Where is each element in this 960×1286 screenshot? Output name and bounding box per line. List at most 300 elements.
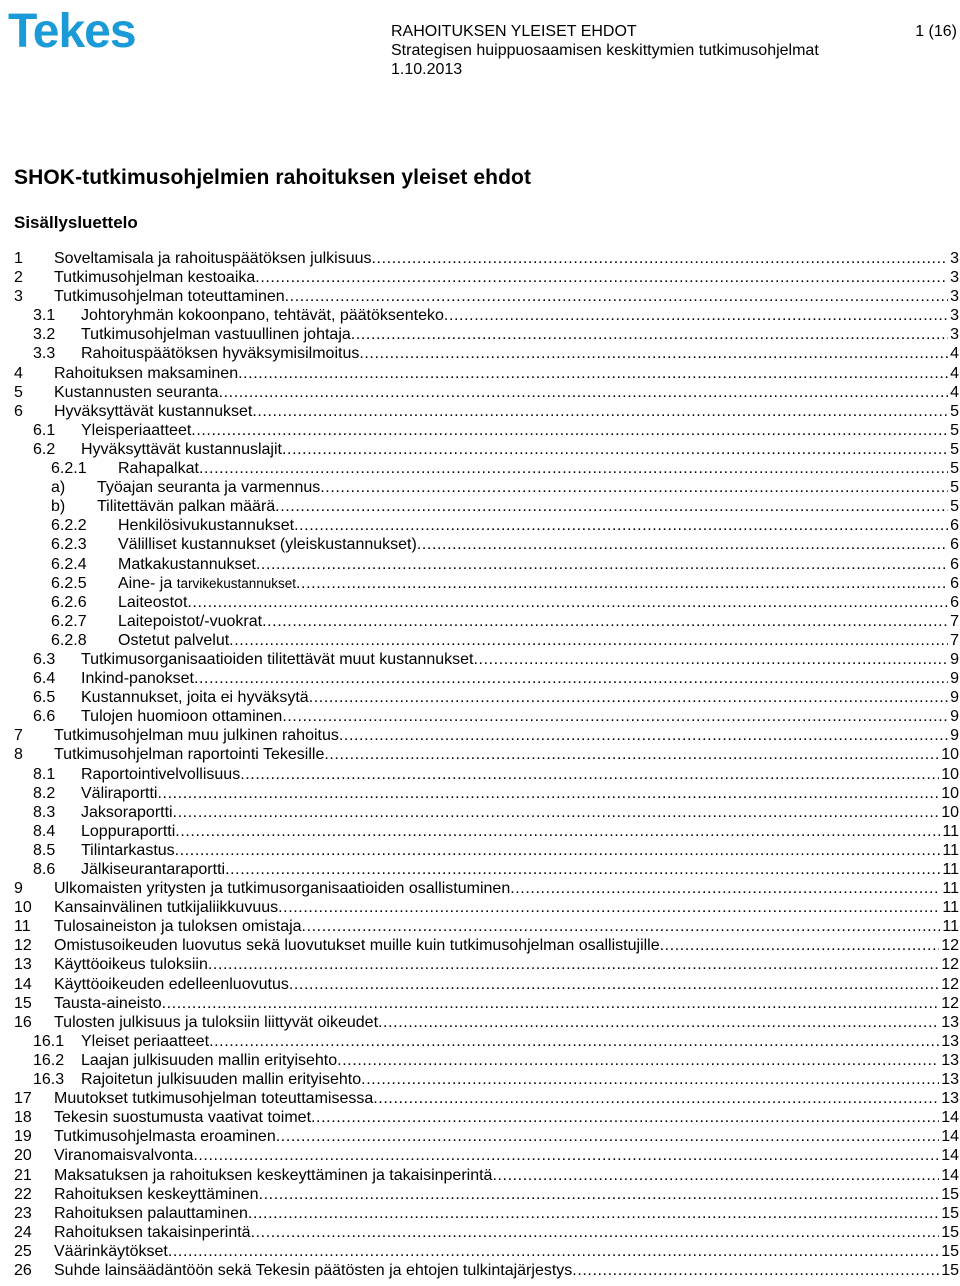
toc-dot-leader — [474, 650, 949, 669]
toc-entry[interactable] — [14, 1108, 959, 1127]
toc-dot-leader — [248, 1204, 939, 1223]
toc-entry-page: 5 — [950, 460, 959, 478]
toc-entry-page: 7 — [950, 631, 959, 649]
toc-entry-number: 6.3 — [33, 650, 56, 668]
toc-entry-title — [54, 917, 302, 936]
toc-entry-page: 6 — [950, 574, 959, 592]
toc-entry-title — [118, 574, 296, 593]
toc-entry-number: 4 — [14, 364, 23, 382]
toc-heading: Sisällysluettelo — [14, 213, 138, 232]
toc-dot-leader — [296, 574, 948, 593]
toc-dot-leader — [175, 841, 941, 860]
toc-entry-number: 10 — [14, 899, 32, 917]
toc-entry-number: 13 — [14, 956, 32, 974]
toc-entry-number: 8 — [14, 746, 23, 764]
toc-entry-title — [54, 402, 252, 421]
toc-entry-title — [54, 1204, 248, 1223]
toc-entry-title-small: tarvikekustannukset — [176, 575, 297, 591]
toc-entry-page: 13 — [941, 1090, 959, 1108]
toc-entry[interactable] — [14, 879, 959, 898]
toc-entry-page: 11 — [942, 861, 959, 878]
document-title: SHOK-tutkimusohjelmien rahoituksen yleiset ehdot — [14, 166, 532, 189]
toc-dot-leader — [240, 765, 939, 784]
toc-entry-title — [97, 497, 275, 516]
toc-entry[interactable] — [14, 1051, 959, 1070]
toc-entry-title-text: Jälkiseurantaraportti — [81, 861, 226, 878]
toc-dot-leader — [510, 879, 940, 898]
toc-entry-title-text: Hyväksyttävät kustannuslajit — [81, 440, 282, 458]
toc-entry-title — [81, 1070, 361, 1089]
toc-entry-page: 6 — [950, 536, 959, 554]
toc-entry[interactable] — [14, 1146, 959, 1165]
toc-entry[interactable] — [14, 650, 959, 669]
toc-entry-number: 12 — [14, 937, 32, 955]
toc-entry-title — [54, 1146, 193, 1165]
toc-entry-title — [54, 287, 285, 306]
toc-entry-title-text: Ulkomaisten yritysten ja tutkimusorganisaatioiden osallistuminen — [54, 880, 511, 898]
toc-entry-title — [118, 516, 294, 535]
toc-entry-number: 6 — [14, 402, 23, 420]
toc-entry[interactable] — [14, 994, 959, 1013]
toc-entry-title-text: Laajan julkisuuden mallin erityisehto — [81, 1051, 338, 1069]
toc-entry-page: 11 — [942, 841, 959, 859]
toc-entry-number: 26 — [14, 1261, 32, 1279]
toc-entry-page: 13 — [941, 1013, 959, 1031]
toc-dot-leader — [157, 784, 939, 803]
toc-entry-title-text: Tutkimusohjelmasta eroaminen — [54, 1128, 276, 1146]
toc-entry-number: 3.1 — [33, 307, 56, 325]
toc-dot-leader — [191, 421, 948, 440]
toc-entry-number: 16.3 — [33, 1071, 65, 1089]
toc-entry-title — [54, 1242, 168, 1261]
toc-entry-title — [81, 841, 175, 860]
toc-entry-title-text: Työajan seuranta ja varmennus — [97, 479, 321, 497]
toc-entry[interactable] — [14, 574, 959, 593]
toc-entry-title-text: Loppuraportti — [81, 822, 176, 840]
toc-entry-number: 8.4 — [33, 822, 56, 840]
toc-dot-leader — [199, 459, 948, 478]
toc-dot-leader — [282, 707, 948, 726]
toc-entry-title — [118, 612, 262, 631]
toc-entry-title-text: Hyväksyttävät kustannukset — [54, 402, 253, 420]
toc-entry-title-text: Käyttöoikeuden edelleenluovutus — [54, 975, 289, 993]
toc-entry-number: 8.3 — [33, 803, 56, 821]
toc-entry-title-text: Tutkimusorganisaatioiden tilitettävät muut kustannukset — [81, 650, 474, 668]
toc-entry-page: 4 — [950, 383, 959, 401]
toc-entry-page: 3 — [950, 288, 959, 306]
toc-entry-number: b) — [51, 498, 66, 516]
toc-entry-page: 11 — [942, 899, 959, 917]
toc-entry-number: 8.1 — [33, 765, 56, 783]
toc-entry[interactable] — [14, 612, 959, 631]
toc-dot-leader — [339, 726, 948, 745]
toc-entry-title — [81, 669, 194, 688]
toc-dot-leader — [173, 803, 940, 822]
toc-entry[interactable] — [14, 402, 959, 421]
toc-entry-title-text: Rahoituspäätöksen hyväksymisilmoitus — [81, 345, 360, 363]
toc-entry-page: 6 — [950, 517, 959, 535]
toc-entry[interactable] — [14, 1127, 959, 1146]
toc-entry-title-text: Tutkimusohjelman vastuullinen johtaja — [81, 326, 351, 344]
toc-entry-page: 11 — [942, 918, 959, 936]
toc-entry-page: 3 — [950, 250, 959, 267]
toc-entry-title — [81, 803, 173, 822]
toc-entry-title — [54, 1089, 373, 1108]
toc-entry[interactable] — [14, 344, 959, 363]
toc-dot-leader — [324, 745, 939, 764]
toc-dot-leader — [275, 497, 948, 516]
toc-dot-leader — [194, 669, 948, 688]
toc-entry-title — [81, 440, 282, 459]
toc-entry-title — [81, 707, 282, 726]
toc-entry-title-text: Jaksoraportti — [81, 803, 173, 821]
toc-dot-leader — [285, 287, 948, 306]
toc-entry-title — [81, 822, 175, 841]
toc-entry-title-text: Väliraportti — [81, 784, 158, 802]
toc-entry-title-text: Viranomaisvalvonta — [54, 1147, 194, 1165]
toc-entry[interactable] — [14, 898, 959, 917]
toc-entry-page: 13 — [941, 1032, 959, 1050]
toc-entry-page: 15 — [941, 1185, 959, 1203]
toc-entry[interactable] — [14, 803, 959, 822]
toc-entry-page: 7 — [950, 612, 959, 630]
toc-entry-page: 9 — [950, 689, 959, 707]
toc-entry-number: 20 — [14, 1147, 32, 1165]
toc-entry-title — [97, 478, 320, 497]
toc-entry-page: 11 — [942, 822, 959, 840]
toc-entry[interactable] — [14, 822, 959, 841]
toc-entry-number: 8.6 — [33, 861, 56, 878]
toc-entry-title-text: Tekesin suostumusta vaativat toimet — [54, 1109, 312, 1127]
toc-entry-title-text: Tulojen huomioon ottaminen — [81, 708, 283, 726]
toc-entry-number: 6.2.4 — [51, 555, 87, 573]
toc-entry[interactable] — [14, 975, 959, 994]
toc-entry-page: 10 — [941, 765, 959, 783]
toc-entry-number: 6.2.2 — [51, 517, 87, 535]
toc-entry-page: 12 — [941, 975, 959, 993]
toc-entry-title — [81, 860, 225, 879]
toc-entry-number: 19 — [14, 1128, 32, 1146]
toc-entry-title — [54, 1013, 378, 1032]
toc-entry-title-text: Tutkimusohjelman muu julkinen rahoitus — [54, 727, 339, 745]
toc-entry-title-text: Muutokset tutkimusohjelman toteuttamisessa — [54, 1090, 374, 1108]
toc-entry-title — [54, 879, 510, 898]
toc-entry-title-text: Omistusoikeuden luovutus sekä luovutukset muille kuin tutkimusohjelman osallistujille — [54, 937, 660, 955]
toc-entry-page: 15 — [941, 1261, 959, 1279]
toc-entry-number: 7 — [14, 727, 23, 745]
toc-dot-leader — [372, 249, 949, 268]
toc-entry[interactable] — [14, 516, 959, 535]
toc-entry-title — [118, 593, 187, 612]
toc-dot-leader — [255, 268, 948, 287]
toc-entry[interactable] — [14, 631, 959, 650]
toc-entry-page: 14 — [941, 1147, 959, 1165]
toc-entry-title-text: Soveltamisala ja rahoituspäätöksen julkisuus — [54, 250, 372, 267]
toc-entry[interactable] — [14, 1185, 959, 1204]
toc-entry[interactable] — [14, 1204, 959, 1223]
toc-entry[interactable] — [14, 917, 959, 936]
toc-dot-leader — [359, 344, 948, 363]
toc-entry-title — [81, 306, 444, 325]
toc-entry[interactable] — [14, 1261, 959, 1280]
toc-dot-leader — [302, 917, 941, 936]
toc-entry-title — [54, 936, 660, 955]
toc-entry-number: 11 — [14, 918, 31, 936]
toc-dot-leader — [225, 860, 940, 879]
toc-dot-leader — [278, 898, 940, 917]
toc-entry-page: 10 — [941, 803, 959, 821]
toc-entry-page: 9 — [950, 708, 959, 726]
toc-entry-number: 6.4 — [33, 670, 56, 688]
toc-entry-title-text: Rahapalkat — [118, 460, 199, 478]
toc-entry[interactable] — [14, 1242, 959, 1261]
toc-entry-title — [81, 650, 474, 669]
page-indicator: 1 (16) — [915, 23, 957, 40]
toc-entry-number: 9 — [14, 880, 23, 898]
toc-entry-number: 14 — [14, 975, 32, 993]
toc-entry[interactable] — [14, 1070, 959, 1089]
toc-entry[interactable] — [14, 306, 959, 325]
toc-dot-leader — [193, 1146, 939, 1165]
toc-entry-title-text: Aine- ja — [118, 574, 173, 592]
toc-entry-number: 6.1 — [33, 421, 56, 439]
toc-entry-page: 3 — [950, 307, 959, 325]
toc-dot-leader — [256, 555, 948, 574]
toc-entry-title-text: Tulosten julkisuus ja tuloksiin liittyvät oikeudet — [54, 1013, 379, 1031]
toc-entry-title-text: Tutkimusohjelman toteuttaminen — [54, 288, 285, 306]
toc-entry-title-text: Tilitettävän palkan määrä — [97, 498, 276, 516]
toc-entry-page: 9 — [950, 650, 959, 668]
toc-dot-leader — [162, 994, 940, 1013]
toc-entry-title — [54, 364, 238, 383]
toc-dot-leader — [309, 688, 948, 707]
table-of-contents — [14, 249, 959, 1280]
toc-entry-number: 8.5 — [33, 841, 56, 859]
toc-entry-page: 13 — [941, 1071, 959, 1089]
toc-entry-number: 6.5 — [33, 689, 56, 707]
toc-entry-title-text: Rajoitetun julkisuuden mallin erityisehto — [81, 1071, 362, 1089]
toc-entry-number: 6.2.3 — [51, 536, 87, 554]
toc-entry-title — [54, 249, 372, 268]
header-date: 1.10.2013 — [391, 61, 463, 78]
toc-dot-leader — [219, 383, 949, 402]
toc-dot-leader — [294, 516, 948, 535]
toc-dot-leader — [289, 975, 939, 994]
toc-entry[interactable] — [14, 249, 959, 268]
toc-entry-title-text: Tausta-aineisto — [54, 994, 162, 1012]
toc-entry-title-text: Johtoryhmän kokoonpano, tehtävät, päätöksenteko — [81, 307, 444, 325]
toc-entry-title-text: Rahoituksen keskeyttäminen — [54, 1185, 259, 1203]
toc-entry[interactable] — [14, 765, 959, 784]
tekes-logo — [6, 8, 166, 59]
toc-dot-leader — [351, 325, 948, 344]
toc-entry-number: 6.6 — [33, 708, 56, 726]
toc-entry-title — [81, 688, 309, 707]
toc-entry-page: 6 — [950, 555, 959, 573]
toc-entry-page: 10 — [941, 784, 959, 802]
toc-entry-title-text: Rahoituksen takaisinperintä — [54, 1223, 251, 1241]
toc-dot-leader — [660, 936, 940, 955]
toc-entry[interactable] — [14, 478, 959, 497]
toc-entry[interactable] — [14, 1089, 959, 1108]
toc-entry[interactable] — [14, 1013, 959, 1032]
toc-entry-title — [81, 1032, 209, 1051]
toc-entry-title — [81, 784, 157, 803]
toc-dot-leader — [187, 593, 948, 612]
toc-dot-leader — [252, 402, 948, 421]
toc-entry-title-text: Väärinkäytökset — [54, 1242, 168, 1260]
toc-entry-number: 3 — [14, 288, 23, 306]
toc-entry-title — [54, 955, 208, 974]
toc-entry-page: 15 — [941, 1242, 959, 1260]
toc-entry[interactable] — [14, 955, 959, 974]
toc-entry[interactable] — [14, 555, 959, 574]
toc-entry-title — [54, 1185, 259, 1204]
header-title: RAHOITUKSEN YLEISET EHDOT — [391, 23, 637, 40]
toc-entry-page: 4 — [950, 345, 959, 363]
toc-entry-number: 6.2.6 — [51, 593, 87, 611]
toc-entry-title-text: Yleisperiaatteet — [81, 421, 192, 439]
toc-entry-number: 16 — [14, 1013, 32, 1031]
toc-entry-number: 22 — [14, 1185, 32, 1203]
toc-dot-leader — [373, 1089, 939, 1108]
toc-entry-title — [81, 765, 240, 784]
toc-entry[interactable] — [14, 383, 959, 402]
toc-dot-leader — [276, 1127, 939, 1146]
toc-entry-title-text: Rahoituksen palauttaminen — [54, 1204, 248, 1222]
toc-entry-page: 12 — [941, 956, 959, 974]
toc-entry[interactable] — [14, 860, 959, 879]
document-header — [391, 22, 957, 79]
toc-entry-number: 16.2 — [33, 1051, 65, 1069]
toc-entry-title — [81, 421, 191, 440]
toc-entry-page: 11 — [942, 880, 959, 898]
toc-entry-page: 14 — [941, 1109, 959, 1127]
toc-entry[interactable] — [14, 784, 959, 803]
toc-entry-title-text: Maksatuksen ja rahoituksen keskeyttäminen ja takaisinperintä — [54, 1166, 493, 1184]
toc-entry-number: 17 — [14, 1090, 32, 1108]
toc-entry[interactable] — [14, 325, 959, 344]
toc-entry-title — [54, 1223, 251, 1242]
toc-entry[interactable] — [14, 593, 959, 612]
toc-entry-title-text: Kansainvälinen tutkijaliikkuvuus — [54, 899, 279, 917]
toc-entry[interactable] — [14, 669, 959, 688]
toc-entry[interactable] — [14, 841, 959, 860]
toc-dot-leader — [262, 612, 948, 631]
toc-dot-leader — [282, 440, 948, 459]
toc-entry-number: 16.1 — [33, 1032, 65, 1050]
toc-entry-page: 3 — [950, 326, 959, 344]
toc-entry-title — [54, 745, 324, 764]
toc-entry[interactable] — [14, 936, 959, 955]
toc-entry[interactable] — [14, 287, 959, 306]
toc-entry-page: 13 — [941, 1051, 959, 1069]
toc-dot-leader — [168, 1242, 939, 1261]
toc-entry-page: 5 — [950, 498, 959, 516]
toc-entry-page: 5 — [950, 421, 959, 439]
toc-entry-number: 21 — [14, 1166, 32, 1184]
toc-entry[interactable] — [14, 1223, 959, 1242]
toc-entry-title — [54, 383, 219, 402]
toc-entry-title-text: Tulosaineiston ja tuloksen omistaja — [54, 918, 302, 936]
toc-entry[interactable] — [14, 688, 959, 707]
toc-dot-leader — [417, 535, 948, 554]
toc-entry[interactable] — [14, 707, 959, 726]
toc-entry-title — [118, 459, 199, 478]
toc-entry-title — [54, 268, 255, 287]
toc-entry-title-text: Välilliset kustannukset (yleiskustannukset) — [118, 536, 417, 554]
toc-entry-page: 6 — [950, 593, 959, 611]
toc-entry-number: 15 — [14, 994, 32, 1012]
toc-entry[interactable] — [14, 535, 959, 554]
toc-entry-page: 9 — [950, 727, 959, 745]
toc-entry-page: 3 — [950, 269, 959, 287]
toc-entry-title-text: Tilintarkastus — [81, 841, 175, 859]
toc-entry-title-text: Henkilösivukustannukset — [118, 517, 295, 535]
toc-dot-leader — [229, 631, 948, 650]
toc-entry-number: 6.2.1 — [51, 460, 87, 478]
toc-entry-page: 12 — [941, 937, 959, 955]
toc-entry[interactable] — [14, 459, 959, 478]
toc-dot-leader — [251, 1223, 940, 1242]
toc-entry-title — [81, 325, 351, 344]
toc-entry-page: 9 — [950, 670, 959, 688]
toc-entry-title — [54, 1127, 276, 1146]
toc-entry[interactable] — [14, 421, 959, 440]
toc-dot-leader — [378, 1013, 939, 1032]
toc-entry-title-text: Kustannukset, joita ei hyväksytä — [81, 689, 309, 707]
toc-dot-leader — [337, 1051, 939, 1070]
toc-entry-title-text: Inkind-panokset — [81, 670, 194, 688]
tekes-logo-text: Tekes — [8, 8, 136, 54]
toc-entry-number: 6.2.7 — [51, 612, 87, 630]
toc-entry[interactable] — [14, 1166, 959, 1185]
toc-dot-leader — [259, 1185, 940, 1204]
toc-entry[interactable] — [14, 726, 959, 745]
toc-entry[interactable] — [14, 364, 959, 383]
toc-entry-page: 4 — [950, 364, 959, 382]
toc-entry[interactable] — [14, 440, 959, 459]
toc-dot-leader — [311, 1108, 939, 1127]
toc-entry[interactable] — [14, 1032, 959, 1051]
toc-dot-leader — [209, 1032, 939, 1051]
toc-dot-leader — [320, 478, 948, 497]
toc-entry-title — [118, 631, 229, 650]
toc-entry-title-text: Raportointivelvollisuus — [81, 765, 241, 783]
toc-entry-number: 5 — [14, 383, 23, 401]
toc-dot-leader — [175, 822, 940, 841]
toc-entry[interactable] — [14, 497, 959, 516]
toc-dot-leader — [361, 1070, 939, 1089]
toc-entry[interactable] — [14, 745, 959, 764]
toc-entry-title — [54, 1261, 572, 1280]
toc-entry-page: 10 — [941, 746, 959, 764]
toc-entry-title — [54, 975, 289, 994]
toc-entry-number: 25 — [14, 1242, 32, 1260]
toc-entry-title — [54, 1166, 492, 1185]
toc-entry-title-text: Laiteostot — [118, 593, 188, 611]
toc-dot-leader — [238, 364, 948, 383]
toc-entry-title-text: Kustannusten seuranta — [54, 383, 219, 401]
toc-entry-page: 14 — [941, 1128, 959, 1146]
toc-entry-page: 12 — [941, 994, 959, 1012]
toc-entry-title — [81, 1051, 337, 1070]
toc-entry-title-text: Rahoituksen maksaminen — [54, 364, 239, 382]
toc-entry-page: 5 — [950, 402, 959, 420]
toc-entry-number: 23 — [14, 1204, 32, 1222]
toc-entry[interactable] — [14, 268, 959, 287]
toc-entry-number: 8.2 — [33, 784, 56, 802]
